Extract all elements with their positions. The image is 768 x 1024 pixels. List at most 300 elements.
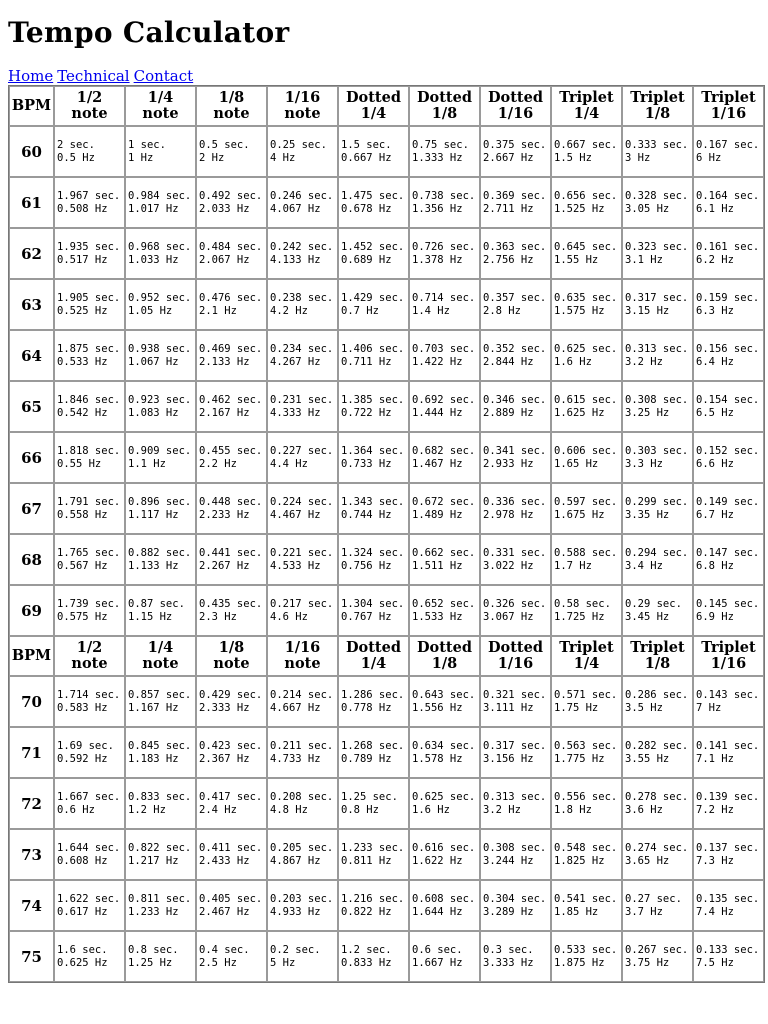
tempo-value-cell bbox=[267, 931, 338, 982]
bpm-cell: 75 bbox=[9, 931, 54, 982]
frequency-hz: 0.6 Hz bbox=[57, 803, 95, 816]
tempo-value-cell bbox=[125, 676, 196, 727]
duration-seconds: 0.317 sec. bbox=[483, 739, 547, 752]
tempo-value-cell bbox=[480, 585, 551, 636]
frequency-hz: 0.711 Hz bbox=[341, 355, 392, 368]
frequency-hz: 1.017 Hz bbox=[128, 202, 179, 215]
duration-seconds: 0.167 sec. bbox=[696, 138, 760, 151]
duration-seconds: 0.634 sec. bbox=[412, 739, 476, 752]
duration-seconds: 0.8 sec. bbox=[128, 943, 179, 956]
frequency-hz: 1.6 Hz bbox=[412, 803, 450, 816]
duration-seconds: 0.635 sec. bbox=[554, 291, 618, 304]
nav-link-home[interactable]: Home bbox=[8, 67, 54, 85]
frequency-hz: 0.667 Hz bbox=[341, 151, 392, 164]
frequency-hz: 1.85 Hz bbox=[554, 905, 599, 918]
tempo-value-cell bbox=[338, 279, 409, 330]
tempo-value-cell bbox=[409, 676, 480, 727]
table-row bbox=[9, 727, 764, 778]
frequency-hz: 0.722 Hz bbox=[341, 406, 392, 419]
frequency-hz: 7.2 Hz bbox=[696, 803, 734, 816]
frequency-hz: 1.578 Hz bbox=[412, 752, 463, 765]
duration-seconds: 1.233 sec. bbox=[341, 841, 405, 854]
tempo-value-cell bbox=[125, 727, 196, 778]
duration-seconds: 0.224 sec. bbox=[270, 495, 334, 508]
tempo-value-cell bbox=[480, 778, 551, 829]
duration-seconds: 1.216 sec. bbox=[341, 892, 405, 905]
duration-seconds: 0.469 sec. bbox=[199, 342, 263, 355]
frequency-hz: 2.2 Hz bbox=[199, 457, 237, 470]
tempo-value-cell bbox=[480, 483, 551, 534]
duration-seconds: 0.317 sec. bbox=[625, 291, 689, 304]
frequency-hz: 2.5 Hz bbox=[199, 956, 237, 969]
frequency-hz: 1.556 Hz bbox=[412, 701, 463, 714]
frequency-hz: 0.567 Hz bbox=[57, 559, 108, 572]
column-header-line: 1/2 bbox=[76, 89, 103, 106]
column-header bbox=[622, 86, 693, 126]
frequency-hz: 1.775 Hz bbox=[554, 752, 605, 765]
column-header bbox=[196, 86, 267, 126]
frequency-hz: 1.7 Hz bbox=[554, 559, 592, 572]
duration-seconds: 0.441 sec. bbox=[199, 546, 263, 559]
tempo-value-cell bbox=[409, 931, 480, 982]
frequency-hz: 6.3 Hz bbox=[696, 304, 734, 317]
column-header bbox=[551, 86, 622, 126]
frequency-hz: 6.7 Hz bbox=[696, 508, 734, 521]
frequency-hz: 3.35 Hz bbox=[625, 508, 670, 521]
tempo-value-cell bbox=[54, 330, 125, 381]
tempo-value-cell bbox=[267, 228, 338, 279]
column-header bbox=[267, 636, 338, 676]
column-header-line: note bbox=[213, 655, 250, 672]
frequency-hz: 7.3 Hz bbox=[696, 854, 734, 867]
duration-seconds: 1.622 sec. bbox=[57, 892, 121, 905]
frequency-hz: 3.7 Hz bbox=[625, 905, 663, 918]
frequency-hz: 6.5 Hz bbox=[696, 406, 734, 419]
column-header-line: note bbox=[284, 105, 321, 122]
tempo-value-cell bbox=[409, 880, 480, 931]
tempo-value-cell bbox=[622, 931, 693, 982]
frequency-hz: 1.65 Hz bbox=[554, 457, 599, 470]
bpm-cell: 66 bbox=[9, 432, 54, 483]
duration-seconds: 0.411 sec. bbox=[199, 841, 263, 854]
duration-seconds: 0.608 sec. bbox=[412, 892, 476, 905]
frequency-hz: 6.1 Hz bbox=[696, 202, 734, 215]
frequency-hz: 4.933 Hz bbox=[270, 905, 321, 918]
frequency-hz: 2.844 Hz bbox=[483, 355, 534, 368]
tempo-value-cell bbox=[622, 778, 693, 829]
frequency-hz: 1.183 Hz bbox=[128, 752, 179, 765]
frequency-hz: 1.233 Hz bbox=[128, 905, 179, 918]
duration-seconds: 0.588 sec. bbox=[554, 546, 618, 559]
column-header-line: note bbox=[142, 105, 179, 122]
duration-seconds: 1.6 sec. bbox=[57, 943, 108, 956]
frequency-hz: 0.5 Hz bbox=[57, 151, 95, 164]
duration-seconds: 0.133 sec. bbox=[696, 943, 760, 956]
frequency-hz: 6.4 Hz bbox=[696, 355, 734, 368]
table-row bbox=[9, 279, 764, 330]
duration-seconds: 1.25 sec. bbox=[341, 790, 398, 803]
frequency-hz: 3.45 Hz bbox=[625, 610, 670, 623]
tempo-value-cell bbox=[267, 585, 338, 636]
frequency-hz: 1.067 Hz bbox=[128, 355, 179, 368]
duration-seconds: 0.692 sec. bbox=[412, 393, 476, 406]
tempo-value-cell bbox=[480, 177, 551, 228]
tempo-value-cell bbox=[551, 585, 622, 636]
column-header-line: Triplet bbox=[630, 639, 685, 656]
frequency-hz: 0.617 Hz bbox=[57, 905, 108, 918]
column-header bbox=[54, 636, 125, 676]
frequency-hz: 4.067 Hz bbox=[270, 202, 321, 215]
table-row bbox=[9, 330, 764, 381]
frequency-hz: 0.744 Hz bbox=[341, 508, 392, 521]
bpm-cell: 63 bbox=[9, 279, 54, 330]
duration-seconds: 0.811 sec. bbox=[128, 892, 192, 905]
tempo-value-cell bbox=[125, 330, 196, 381]
column-header-line: Dotted bbox=[487, 639, 543, 656]
column-header-line: note bbox=[71, 105, 108, 122]
tempo-value-cell bbox=[267, 880, 338, 931]
duration-seconds: 0.141 sec. bbox=[696, 739, 760, 752]
tempo-value-cell bbox=[693, 534, 764, 585]
column-header-line: Triplet bbox=[559, 89, 614, 106]
frequency-hz: 1.5 Hz bbox=[554, 151, 592, 164]
duration-seconds: 0.423 sec. bbox=[199, 739, 263, 752]
frequency-hz: 0.789 Hz bbox=[341, 752, 392, 765]
frequency-hz: 1.8 Hz bbox=[554, 803, 592, 816]
duration-seconds: 1.5 sec. bbox=[341, 138, 392, 151]
column-header bbox=[409, 636, 480, 676]
table-row bbox=[9, 778, 764, 829]
column-header-line: 1/16 bbox=[710, 105, 747, 122]
frequency-hz: 1 Hz bbox=[128, 151, 154, 164]
duration-seconds: 0.405 sec. bbox=[199, 892, 263, 905]
tempo-value-cell bbox=[409, 829, 480, 880]
tempo-value-cell bbox=[125, 880, 196, 931]
frequency-hz: 2.167 Hz bbox=[199, 406, 250, 419]
column-header-line: 1/8 bbox=[644, 105, 671, 122]
duration-seconds: 1.714 sec. bbox=[57, 688, 121, 701]
tempo-value-cell bbox=[54, 727, 125, 778]
tempo-value-cell bbox=[693, 829, 764, 880]
column-header-line: Dotted bbox=[416, 89, 472, 106]
frequency-hz: 1.117 Hz bbox=[128, 508, 179, 521]
frequency-hz: 1.083 Hz bbox=[128, 406, 179, 419]
tempo-value-cell bbox=[480, 432, 551, 483]
column-header-line: 1/16 bbox=[497, 105, 534, 122]
tempo-value-cell bbox=[693, 483, 764, 534]
duration-seconds: 0.227 sec. bbox=[270, 444, 334, 457]
duration-seconds: 0.476 sec. bbox=[199, 291, 263, 304]
duration-seconds: 0.352 sec. bbox=[483, 342, 547, 355]
column-header-line: 1/4 bbox=[147, 89, 174, 106]
tempo-value-cell bbox=[622, 880, 693, 931]
column-header-line: 1/16 bbox=[284, 639, 321, 656]
frequency-hz: 1.033 Hz bbox=[128, 253, 179, 266]
column-header-line: note bbox=[213, 105, 250, 122]
duration-seconds: 0.137 sec. bbox=[696, 841, 760, 854]
frequency-hz: 4.133 Hz bbox=[270, 253, 321, 266]
tempo-value-cell bbox=[267, 330, 338, 381]
frequency-hz: 1.725 Hz bbox=[554, 610, 605, 623]
duration-seconds: 0.308 sec. bbox=[483, 841, 547, 854]
table-row bbox=[9, 931, 764, 982]
duration-seconds: 1.739 sec. bbox=[57, 597, 121, 610]
tempo-value-cell bbox=[196, 279, 267, 330]
frequency-hz: 3.2 Hz bbox=[625, 355, 663, 368]
frequency-hz: 1.467 Hz bbox=[412, 457, 463, 470]
frequency-hz: 0.508 Hz bbox=[57, 202, 108, 215]
duration-seconds: 0.909 sec. bbox=[128, 444, 192, 457]
duration-seconds: 1.791 sec. bbox=[57, 495, 121, 508]
tempo-value-cell bbox=[551, 330, 622, 381]
frequency-hz: 1.25 Hz bbox=[128, 956, 173, 969]
frequency-hz: 1.444 Hz bbox=[412, 406, 463, 419]
frequency-hz: 1.333 Hz bbox=[412, 151, 463, 164]
tempo-value-cell bbox=[622, 381, 693, 432]
frequency-hz: 6 Hz bbox=[696, 151, 722, 164]
frequency-hz: 7 Hz bbox=[696, 701, 722, 714]
bpm-cell: 68 bbox=[9, 534, 54, 585]
column-header bbox=[480, 86, 551, 126]
frequency-hz: 1.825 Hz bbox=[554, 854, 605, 867]
tempo-value-cell bbox=[551, 727, 622, 778]
duration-seconds: 0.147 sec. bbox=[696, 546, 760, 559]
column-header-line: 1/16 bbox=[497, 655, 534, 672]
duration-seconds: 0.726 sec. bbox=[412, 240, 476, 253]
tempo-value-cell bbox=[480, 727, 551, 778]
duration-seconds: 0.682 sec. bbox=[412, 444, 476, 457]
tempo-value-cell bbox=[125, 279, 196, 330]
duration-seconds: 0.242 sec. bbox=[270, 240, 334, 253]
frequency-hz: 1.575 Hz bbox=[554, 304, 605, 317]
frequency-hz: 3.65 Hz bbox=[625, 854, 670, 867]
frequency-hz: 1.622 Hz bbox=[412, 854, 463, 867]
duration-seconds: 0.556 sec. bbox=[554, 790, 618, 803]
column-header-line: Dotted bbox=[487, 89, 543, 106]
frequency-hz: 4.733 Hz bbox=[270, 752, 321, 765]
tempo-value-cell bbox=[54, 228, 125, 279]
duration-seconds: 0.645 sec. bbox=[554, 240, 618, 253]
duration-seconds: 0.214 sec. bbox=[270, 688, 334, 701]
nav-link-contact[interactable]: Contact bbox=[133, 67, 194, 85]
nav-link-technical[interactable]: Technical bbox=[57, 67, 130, 85]
tempo-value-cell bbox=[125, 228, 196, 279]
frequency-hz: 1.533 Hz bbox=[412, 610, 463, 623]
frequency-hz: 3.15 Hz bbox=[625, 304, 670, 317]
frequency-hz: 0.767 Hz bbox=[341, 610, 392, 623]
tempo-value-cell bbox=[693, 432, 764, 483]
tempo-value-cell bbox=[54, 279, 125, 330]
table-row bbox=[9, 381, 764, 432]
duration-seconds: 0.363 sec. bbox=[483, 240, 547, 253]
duration-seconds: 1.765 sec. bbox=[57, 546, 121, 559]
tempo-value-cell bbox=[551, 676, 622, 727]
frequency-hz: 1.2 Hz bbox=[128, 803, 166, 816]
duration-seconds: 1.343 sec. bbox=[341, 495, 405, 508]
frequency-hz: 3.067 Hz bbox=[483, 610, 534, 623]
tempo-value-cell bbox=[409, 177, 480, 228]
duration-seconds: 0.643 sec. bbox=[412, 688, 476, 701]
duration-seconds: 0.282 sec. bbox=[625, 739, 689, 752]
tempo-value-cell bbox=[409, 228, 480, 279]
duration-seconds: 0.328 sec. bbox=[625, 189, 689, 202]
frequency-hz: 3 Hz bbox=[625, 151, 651, 164]
duration-seconds: 0.625 sec. bbox=[412, 790, 476, 803]
duration-seconds: 1.905 sec. bbox=[57, 291, 121, 304]
bpm-cell: 69 bbox=[9, 585, 54, 636]
tempo-value-cell bbox=[409, 381, 480, 432]
frequency-hz: 2.4 Hz bbox=[199, 803, 237, 816]
duration-seconds: 0.87 sec. bbox=[128, 597, 185, 610]
tempo-value-cell bbox=[551, 279, 622, 330]
duration-seconds: 0.5 sec. bbox=[199, 138, 250, 151]
column-header-line: 1/16 bbox=[284, 89, 321, 106]
duration-seconds: 0.139 sec. bbox=[696, 790, 760, 803]
duration-seconds: 1.875 sec. bbox=[57, 342, 121, 355]
table-row bbox=[9, 829, 764, 880]
duration-seconds: 1.818 sec. bbox=[57, 444, 121, 457]
frequency-hz: 1.378 Hz bbox=[412, 253, 463, 266]
tempo-value-cell bbox=[338, 330, 409, 381]
frequency-hz: 0.689 Hz bbox=[341, 253, 392, 266]
column-header-line: Dotted bbox=[345, 89, 401, 106]
duration-seconds: 0.672 sec. bbox=[412, 495, 476, 508]
tempo-value-cell bbox=[54, 931, 125, 982]
frequency-hz: 0.575 Hz bbox=[57, 610, 108, 623]
column-header bbox=[551, 636, 622, 676]
frequency-hz: 2.367 Hz bbox=[199, 752, 250, 765]
column-header bbox=[54, 86, 125, 126]
table-row bbox=[9, 177, 764, 228]
table-row bbox=[9, 126, 764, 177]
frequency-hz: 0.525 Hz bbox=[57, 304, 108, 317]
tempo-value-cell bbox=[551, 931, 622, 982]
column-header-line: Triplet bbox=[701, 639, 756, 656]
tempo-value-cell bbox=[196, 727, 267, 778]
tempo-value-cell bbox=[622, 330, 693, 381]
tempo-value-cell bbox=[622, 585, 693, 636]
duration-seconds: 0.4 sec. bbox=[199, 943, 250, 956]
column-header-line: 1/8 bbox=[218, 639, 245, 656]
tempo-value-cell bbox=[693, 931, 764, 982]
duration-seconds: 0.205 sec. bbox=[270, 841, 334, 854]
tempo-value-cell bbox=[338, 228, 409, 279]
duration-seconds: 1.324 sec. bbox=[341, 546, 405, 559]
tempo-value-cell bbox=[54, 126, 125, 177]
tempo-value-cell bbox=[551, 432, 622, 483]
tempo-value-cell bbox=[480, 676, 551, 727]
tempo-value-cell bbox=[693, 177, 764, 228]
frequency-hz: 1.05 Hz bbox=[128, 304, 173, 317]
frequency-hz: 2.978 Hz bbox=[483, 508, 534, 521]
table-row bbox=[9, 534, 764, 585]
frequency-hz: 4.4 Hz bbox=[270, 457, 308, 470]
frequency-hz: 3.289 Hz bbox=[483, 905, 534, 918]
tempo-value-cell bbox=[196, 177, 267, 228]
duration-seconds: 1.846 sec. bbox=[57, 393, 121, 406]
tempo-value-cell bbox=[338, 778, 409, 829]
tempo-value-cell bbox=[480, 279, 551, 330]
column-header-line: 1/8 bbox=[218, 89, 245, 106]
duration-seconds: 0.25 sec. bbox=[270, 138, 327, 151]
column-header bbox=[622, 636, 693, 676]
frequency-hz: 3.25 Hz bbox=[625, 406, 670, 419]
frequency-hz: 0.542 Hz bbox=[57, 406, 108, 419]
frequency-hz: 0.811 Hz bbox=[341, 854, 392, 867]
tempo-value-cell bbox=[693, 676, 764, 727]
frequency-hz: 2.267 Hz bbox=[199, 559, 250, 572]
table-row bbox=[9, 228, 764, 279]
frequency-hz: 4.6 Hz bbox=[270, 610, 308, 623]
frequency-hz: 0.625 Hz bbox=[57, 956, 108, 969]
duration-seconds: 0.606 sec. bbox=[554, 444, 618, 457]
tempo-value-cell bbox=[125, 381, 196, 432]
frequency-hz: 1.167 Hz bbox=[128, 701, 179, 714]
duration-seconds: 0.145 sec. bbox=[696, 597, 760, 610]
duration-seconds: 0.938 sec. bbox=[128, 342, 192, 355]
frequency-hz: 1.489 Hz bbox=[412, 508, 463, 521]
frequency-hz: 4.2 Hz bbox=[270, 304, 308, 317]
tempo-value-cell bbox=[338, 585, 409, 636]
duration-seconds: 0.303 sec. bbox=[625, 444, 689, 457]
duration-seconds: 0.346 sec. bbox=[483, 393, 547, 406]
frequency-hz: 4.467 Hz bbox=[270, 508, 321, 521]
frequency-hz: 1.667 Hz bbox=[412, 956, 463, 969]
tempo-value-cell bbox=[480, 126, 551, 177]
duration-seconds: 0.203 sec. bbox=[270, 892, 334, 905]
duration-seconds: 1.452 sec. bbox=[341, 240, 405, 253]
column-header-line: 1/4 bbox=[573, 105, 600, 122]
duration-seconds: 0.278 sec. bbox=[625, 790, 689, 803]
frequency-hz: 0.608 Hz bbox=[57, 854, 108, 867]
frequency-hz: 2.033 Hz bbox=[199, 202, 250, 215]
duration-seconds: 0.323 sec. bbox=[625, 240, 689, 253]
tempo-value-cell bbox=[551, 177, 622, 228]
column-header-line: Dotted bbox=[345, 639, 401, 656]
frequency-hz: 4.867 Hz bbox=[270, 854, 321, 867]
tempo-value-cell bbox=[125, 931, 196, 982]
duration-seconds: 0.267 sec. bbox=[625, 943, 689, 956]
frequency-hz: 2.133 Hz bbox=[199, 355, 250, 368]
column-header-line: note bbox=[71, 655, 108, 672]
frequency-hz: 0.8 Hz bbox=[341, 803, 379, 816]
tempo-value-cell bbox=[54, 778, 125, 829]
column-header-line: 1/4 bbox=[360, 105, 387, 122]
tempo-value-cell bbox=[196, 126, 267, 177]
table-row bbox=[9, 483, 764, 534]
frequency-hz: 0.833 Hz bbox=[341, 956, 392, 969]
column-header-line: 1/8 bbox=[431, 655, 458, 672]
frequency-hz: 3.022 Hz bbox=[483, 559, 534, 572]
tempo-value-cell bbox=[125, 778, 196, 829]
duration-seconds: 0.217 sec. bbox=[270, 597, 334, 610]
frequency-hz: 3.1 Hz bbox=[625, 253, 663, 266]
tempo-value-cell bbox=[125, 585, 196, 636]
frequency-hz: 2.8 Hz bbox=[483, 304, 521, 317]
tempo-value-cell bbox=[267, 432, 338, 483]
frequency-hz: 2.3 Hz bbox=[199, 610, 237, 623]
tempo-value-cell bbox=[551, 778, 622, 829]
duration-seconds: 0.833 sec. bbox=[128, 790, 192, 803]
tempo-value-cell bbox=[480, 880, 551, 931]
duration-seconds: 0.299 sec. bbox=[625, 495, 689, 508]
duration-seconds: 0.597 sec. bbox=[554, 495, 618, 508]
duration-seconds: 2 sec. bbox=[57, 138, 95, 151]
column-header-line: 1/8 bbox=[644, 655, 671, 672]
frequency-hz: 2 Hz bbox=[199, 151, 225, 164]
duration-seconds: 1.364 sec. bbox=[341, 444, 405, 457]
duration-seconds: 0.857 sec. bbox=[128, 688, 192, 701]
